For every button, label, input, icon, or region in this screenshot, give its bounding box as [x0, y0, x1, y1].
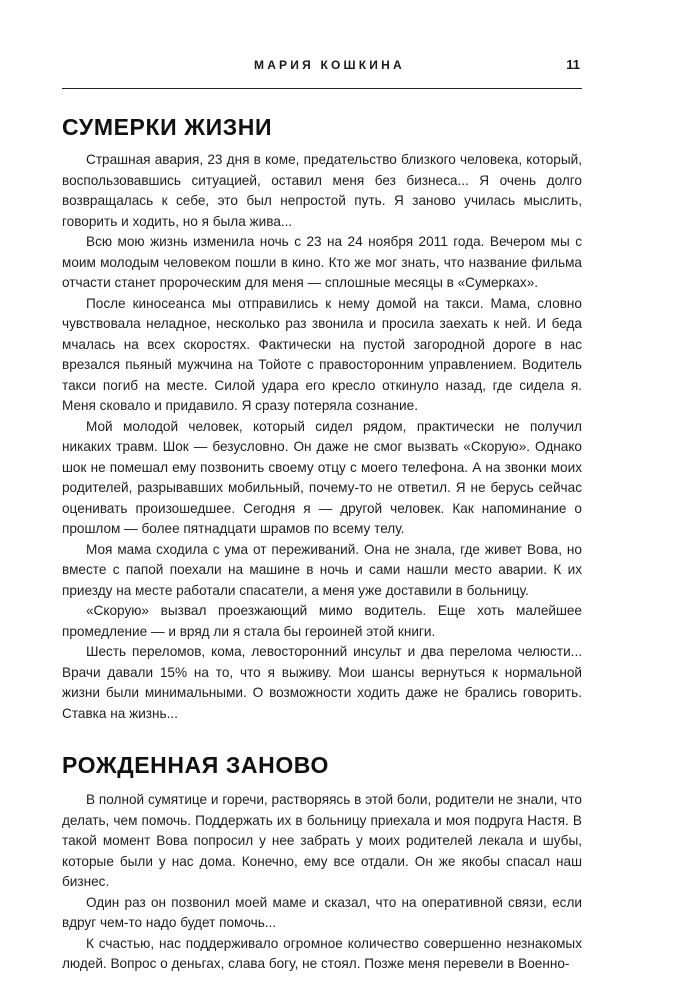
paragraph: После киносеанса мы отправились к нему домой на такси. Мама, словно чувствовала неладное, несколько раз звонила и просила заехать к ней. И беда мчалась на всех скоростях. Фактически на пустой загородной дороге в нас врезался пьяный мужчина на Тойоте с правосторонним управлением. Водитель такси погиб на месте. Силой удара его кресло откинуло назад, где сидела я. Меня сковало и придавило. Я сразу потеряла сознание.	[62, 295, 582, 413]
author-name: МАРИЯ КОШКИНА	[254, 58, 405, 72]
paragraph: Всю мою жизнь изменила ночь с 23 на 24 ноября 2011 года. Вечером мы с моим молодым человеком пошли в кино. Кто же мог знать, что название фильма отчасти станет пророческим для меня — сплошные месяцы в «Сумерках».	[62, 234, 582, 290]
header-rule	[62, 88, 582, 89]
paragraph: Один раз он позвонил моей маме и сказал, что на оперативной связи, если вдруг чем-то надо будет помочь...	[62, 894, 582, 930]
page-content	[62, 112, 582, 975]
paragraph: Моя мама сходила с ума от переживаний. Она не знала, где живет Вова, но вместе с папой поехали на машине в ночь и сами нашли место аварии. К их приезду на месте работали спасатели, а меня уже доставили в больницу.	[62, 541, 582, 598]
section-title: СУМЕРКИ ЖИЗНИ	[62, 114, 273, 140]
running-header	[62, 56, 582, 78]
paragraph: В полной сумятице и горечи, растворяясь в этой боли, родители не знали, что делать, чем помочь. Поддержать их в больницу приехала и моя подруга Настя. В такой момент Вова попросил у нее забрать у моих родителей лекала и шубы, которые были у нас дома. Конечно, ему все отдали. Он же якобы спасал наш бизнес.	[62, 792, 582, 889]
section-title: РОЖДЕННАЯ ЗАНОВО	[62, 752, 329, 778]
paragraph: Мой молодой человек, который сидел рядом, практически не получил никаких травм. Шок — безусловно. Он даже не смог вызвать «Скорую». Однако шок не помешал ему позвонить своему отцу с моего телефона. А на звонки моих родителей, разрывавших мобильный, почему-то не ответил. Я не берусь сейчас оценивать произошедшее. Сегодня я — другой человек. Как напоминание о прошлом — более пятнадцати шрамов по всему телу.	[62, 418, 582, 536]
paragraph: Страшная авария, 23 дня в коме, предательство близкого человека, который, воспользовавшись ситуацией, оставил меня без бизнеса... Я очень долго возвращалась к себе, это был непростой путь. Я заново училась мыслить, говорить и ходить, но я была жива...	[62, 152, 582, 229]
paragraph: К счастью, нас поддерживало огромное количество совершенно незнакомых людей. Вопрос о деньгах, слава богу, не стоял. Позже меня перевели в Военно-	[62, 935, 582, 971]
paragraph: «Скорую» вызвал проезжающий мимо водитель. Еще хоть малейшее промедление — и вряд ли я стала бы героиней этой книги.	[62, 603, 582, 639]
paragraph: Шесть переломов, кома, левосторонний инсульт и два перелома челюсти... Врачи давали 15% на то, что я выживу. Мои шансы вернуться к нормальной жизни были минимальными. О возможности ходить даже не брались говорить. Ставка на жизнь...	[62, 644, 582, 721]
page-number: 11	[566, 57, 580, 72]
